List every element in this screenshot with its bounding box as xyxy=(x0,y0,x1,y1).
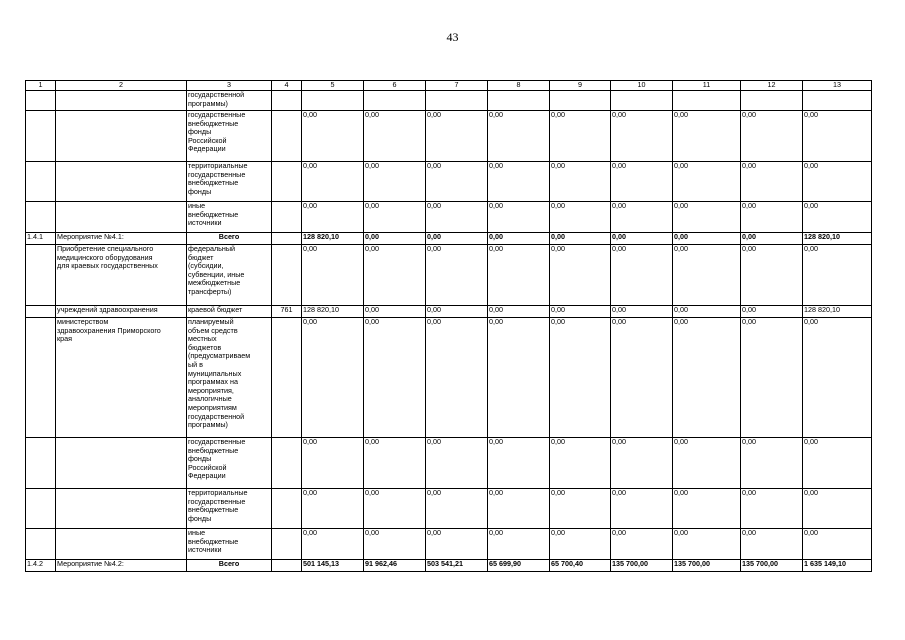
table-row xyxy=(26,318,872,438)
table-header-row xyxy=(26,81,872,91)
cell-text-line: (субсидии, xyxy=(188,261,224,271)
amount-cell: 0,00 xyxy=(488,438,550,489)
row-number-cell: 1.4.2 xyxy=(26,560,56,572)
funding-source-cell xyxy=(187,111,272,162)
measure-name-cell xyxy=(56,111,187,162)
measure-name-cell xyxy=(56,162,187,202)
amount-cell: 0,00 xyxy=(803,245,872,306)
amount-cell: 0,00 xyxy=(426,306,488,318)
amount-cell: 0,00 xyxy=(673,162,741,202)
budget-code-cell xyxy=(272,91,302,111)
cell-text-line: для краевых государственных xyxy=(57,261,158,271)
column-header-4: 4 xyxy=(272,81,302,91)
amount-cell: 0,00 xyxy=(550,233,611,245)
cell-text-line: внебюджетные xyxy=(188,445,239,455)
amount-cell xyxy=(426,91,488,111)
amount-cell: 0,00 xyxy=(611,111,673,162)
cell-text-line: Федерации xyxy=(188,144,226,154)
amount-cell: 0,00 xyxy=(364,438,426,489)
cell-text-line: Федерации xyxy=(188,471,226,481)
amount-cell xyxy=(488,91,550,111)
amount-cell: 0,00 xyxy=(488,245,550,306)
cell-text-line: Российской xyxy=(188,135,227,145)
budget-code-cell xyxy=(272,233,302,245)
cell-text-line: бюджетов xyxy=(188,342,222,352)
row-number-cell xyxy=(26,202,56,233)
cell-text-line: государственные xyxy=(188,110,246,119)
amount-cell: 0,00 xyxy=(550,162,611,202)
budget-code-cell xyxy=(272,560,302,572)
amount-cell xyxy=(364,91,426,111)
amount-cell: 0,00 xyxy=(302,529,364,560)
amount-cell: 0,00 xyxy=(426,489,488,529)
funding-source-cell xyxy=(187,560,272,572)
cell-text-line: местных xyxy=(188,334,217,344)
amount-cell: 0,00 xyxy=(550,489,611,529)
amount-cell: 0,00 xyxy=(426,162,488,202)
amount-cell: 0,00 xyxy=(364,162,426,202)
amount-cell: 0,00 xyxy=(550,438,611,489)
amount-cell: 91 962,46 xyxy=(364,560,426,572)
cell-text-line: объем средств xyxy=(188,325,238,335)
amount-cell: 0,00 xyxy=(673,111,741,162)
cell-text-line: Мероприятие №4.2: xyxy=(57,559,124,568)
amount-cell xyxy=(550,91,611,111)
cell-text-line: межбюджетные xyxy=(188,278,241,288)
amount-cell xyxy=(803,91,872,111)
amount-cell: 0,00 xyxy=(364,202,426,233)
budget-code-cell xyxy=(272,162,302,202)
measure-name-cell xyxy=(56,318,187,438)
amount-cell: 0,00 xyxy=(550,111,611,162)
amount-cell: 0,00 xyxy=(364,233,426,245)
cell-text-line: Мероприятие №4.1: xyxy=(57,232,124,241)
row-number-cell xyxy=(26,489,56,529)
cell-text-line: источники xyxy=(188,545,222,555)
amount-cell: 0,00 xyxy=(611,529,673,560)
funding-source-cell xyxy=(187,162,272,202)
amount-cell xyxy=(302,91,364,111)
table-row xyxy=(26,245,872,306)
amount-cell: 0,00 xyxy=(803,162,872,202)
amount-cell: 0,00 xyxy=(673,489,741,529)
amount-cell: 0,00 xyxy=(488,111,550,162)
amount-cell: 0,00 xyxy=(364,245,426,306)
amount-cell: 0,00 xyxy=(426,438,488,489)
amount-cell: 0,00 xyxy=(611,489,673,529)
budget-code-cell xyxy=(272,318,302,438)
amount-cell: 0,00 xyxy=(611,162,673,202)
amount-cell: 135 700,00 xyxy=(673,560,741,572)
cell-text-line: программах на xyxy=(188,377,238,387)
measure-name-cell xyxy=(56,306,187,318)
amount-cell: 0,00 xyxy=(673,202,741,233)
cell-text-line: внебюджетные xyxy=(188,505,239,515)
column-header-10: 10 xyxy=(611,81,673,91)
amount-cell: 0,00 xyxy=(364,318,426,438)
column-header-7: 7 xyxy=(426,81,488,91)
measure-name-cell xyxy=(56,245,187,306)
row-number-cell xyxy=(26,318,56,438)
amount-cell: 0,00 xyxy=(302,111,364,162)
cell-text-line: здравоохранения Приморского xyxy=(57,325,161,335)
amount-cell: 0,00 xyxy=(550,202,611,233)
cell-text-line: мероприятия, xyxy=(188,385,234,395)
amount-cell: 0,00 xyxy=(611,245,673,306)
funding-source-cell xyxy=(187,91,272,111)
cell-text-line: планируемый xyxy=(188,317,234,326)
cell-text-line: фонды xyxy=(188,513,212,523)
amount-cell: 0,00 xyxy=(611,233,673,245)
amount-cell: 0,00 xyxy=(364,529,426,560)
amount-cell: 0,00 xyxy=(803,202,872,233)
cell-text-line: внебюджетные xyxy=(188,536,239,546)
cell-text-line: медицинского оборудования xyxy=(57,252,153,262)
amount-cell: 128 820,10 xyxy=(302,233,364,245)
cell-text-line: внебюджетные xyxy=(188,178,239,188)
measure-name-cell xyxy=(56,489,187,529)
amount-cell: 0,00 xyxy=(741,202,803,233)
amount-cell: 0,00 xyxy=(488,306,550,318)
column-header-9: 9 xyxy=(550,81,611,91)
amount-cell: 0,00 xyxy=(426,245,488,306)
amount-cell: 0,00 xyxy=(364,111,426,162)
amount-cell xyxy=(673,91,741,111)
amount-cell: 0,00 xyxy=(550,245,611,306)
table-body xyxy=(26,81,872,572)
amount-cell: 503 541,21 xyxy=(426,560,488,572)
table-row xyxy=(26,233,872,245)
cell-text-line: фонды xyxy=(188,454,212,464)
cell-text-line: программы) xyxy=(188,98,228,108)
amount-cell: 0,00 xyxy=(673,245,741,306)
table-row xyxy=(26,489,872,529)
measure-name-cell xyxy=(56,233,187,245)
amount-cell: 0,00 xyxy=(673,529,741,560)
cell-text-line: государственной xyxy=(188,90,245,99)
budget-code-cell xyxy=(272,529,302,560)
row-number-cell xyxy=(26,306,56,318)
cell-text-line: аналогичные xyxy=(188,394,232,404)
table-row xyxy=(26,202,872,233)
row-number-cell xyxy=(26,438,56,489)
amount-cell: 0,00 xyxy=(741,438,803,489)
funding-source-cell xyxy=(187,245,272,306)
amount-cell: 0,00 xyxy=(302,438,364,489)
amount-cell: 0,00 xyxy=(741,489,803,529)
amount-cell: 0,00 xyxy=(673,438,741,489)
cell-text-line: внебюджетные xyxy=(188,118,239,128)
cell-text-line: учреждений здравоохранения xyxy=(57,305,158,314)
cell-text-line: субвенции, иные xyxy=(188,269,245,279)
amount-cell: 0,00 xyxy=(741,318,803,438)
cell-text-line: государственные xyxy=(188,496,246,506)
amount-cell: 0,00 xyxy=(611,306,673,318)
amount-cell: 0,00 xyxy=(302,245,364,306)
amount-cell: 0,00 xyxy=(302,162,364,202)
amount-cell: 0,00 xyxy=(741,306,803,318)
column-header-6: 6 xyxy=(364,81,426,91)
row-number-cell xyxy=(26,245,56,306)
cell-text-line: (предусматриваем xyxy=(188,351,251,361)
budget-code-cell: 761 xyxy=(272,306,302,318)
amount-cell: 0,00 xyxy=(302,202,364,233)
amount-cell: 0,00 xyxy=(488,233,550,245)
funding-source-cell xyxy=(187,202,272,233)
amount-cell: 135 700,00 xyxy=(741,560,803,572)
amount-cell xyxy=(611,91,673,111)
budget-code-cell xyxy=(272,111,302,162)
amount-cell: 0,00 xyxy=(803,489,872,529)
cell-text-line: краевой бюджет xyxy=(188,305,243,314)
cell-text-line: ый в xyxy=(188,359,203,369)
budget-code-cell xyxy=(272,245,302,306)
measure-name-cell xyxy=(56,529,187,560)
amount-cell: 65 700,40 xyxy=(550,560,611,572)
amount-cell: 0,00 xyxy=(673,306,741,318)
table-row xyxy=(26,91,872,111)
amount-cell: 0,00 xyxy=(611,438,673,489)
amount-cell: 0,00 xyxy=(426,202,488,233)
cell-text-line: программы) xyxy=(188,420,228,430)
amount-cell: 0,00 xyxy=(803,438,872,489)
amount-cell: 128 820,10 xyxy=(803,306,872,318)
amount-cell: 0,00 xyxy=(302,489,364,529)
cell-text-line: мероприятиям xyxy=(188,402,237,412)
row-number-cell xyxy=(26,111,56,162)
amount-cell: 0,00 xyxy=(364,306,426,318)
amount-cell: 0,00 xyxy=(488,202,550,233)
row-number-cell: 1.4.1 xyxy=(26,233,56,245)
amount-cell: 501 145,13 xyxy=(302,560,364,572)
funding-source-cell xyxy=(187,318,272,438)
cell-text-line: государственные xyxy=(188,169,246,179)
amount-cell: 128 820,10 xyxy=(302,306,364,318)
amount-cell: 0,00 xyxy=(741,529,803,560)
amount-cell: 0,00 xyxy=(488,318,550,438)
table-row xyxy=(26,438,872,489)
row-number-cell xyxy=(26,162,56,202)
row-number-cell xyxy=(26,529,56,560)
funding-source-cell xyxy=(187,489,272,529)
table-row xyxy=(26,560,872,572)
cell-text-line: государственные xyxy=(188,437,246,446)
table-row xyxy=(26,529,872,560)
cell-text-line: иные xyxy=(188,201,206,210)
amount-cell: 0,00 xyxy=(488,529,550,560)
cell-text-line: государственной xyxy=(188,411,245,421)
amount-cell: 0,00 xyxy=(611,318,673,438)
measure-name-cell xyxy=(56,560,187,572)
cell-text-line: муниципальных xyxy=(188,368,242,378)
column-header-5: 5 xyxy=(302,81,364,91)
cell-text-line: Всего xyxy=(218,232,240,241)
table-row xyxy=(26,306,872,318)
amount-cell: 0,00 xyxy=(550,318,611,438)
table-row xyxy=(26,111,872,162)
amount-cell: 0,00 xyxy=(550,306,611,318)
amount-cell: 0,00 xyxy=(673,233,741,245)
column-header-11: 11 xyxy=(673,81,741,91)
amount-cell: 65 699,90 xyxy=(488,560,550,572)
amount-cell: 0,00 xyxy=(550,529,611,560)
funding-source-cell xyxy=(187,438,272,489)
amount-cell: 0,00 xyxy=(426,529,488,560)
cell-text-line: Всего xyxy=(218,559,240,568)
budget-table xyxy=(25,80,872,572)
cell-text-line: источники xyxy=(188,218,222,228)
table-row xyxy=(26,162,872,202)
amount-cell: 0,00 xyxy=(426,233,488,245)
funding-source-cell xyxy=(187,233,272,245)
amount-cell: 0,00 xyxy=(803,111,872,162)
amount-cell: 0,00 xyxy=(803,318,872,438)
budget-code-cell xyxy=(272,438,302,489)
amount-cell: 0,00 xyxy=(302,318,364,438)
amount-cell: 0,00 xyxy=(741,233,803,245)
measure-name-cell xyxy=(56,91,187,111)
funding-source-cell xyxy=(187,529,272,560)
amount-cell: 0,00 xyxy=(488,489,550,529)
column-header-1: 1 xyxy=(26,81,56,91)
amount-cell: 0,00 xyxy=(741,245,803,306)
amount-cell: 0,00 xyxy=(488,162,550,202)
column-header-8: 8 xyxy=(488,81,550,91)
amount-cell: 0,00 xyxy=(673,318,741,438)
funding-source-cell xyxy=(187,306,272,318)
cell-text-line: министерством xyxy=(57,317,109,326)
cell-text-line: бюджет xyxy=(188,252,214,262)
column-header-12: 12 xyxy=(741,81,803,91)
cell-text-line: Российской xyxy=(188,462,227,472)
cell-text-line: фонды xyxy=(188,186,212,196)
amount-cell: 0,00 xyxy=(611,202,673,233)
cell-text-line: иные xyxy=(188,528,206,537)
cell-text-line: Приобретение специального xyxy=(57,244,154,253)
amount-cell: 1 635 149,10 xyxy=(803,560,872,572)
budget-code-cell xyxy=(272,489,302,529)
amount-cell: 128 820,10 xyxy=(803,233,872,245)
cell-text-line: территориальные xyxy=(188,488,248,497)
cell-text-line: трансферты) xyxy=(188,286,232,296)
column-header-3: 3 xyxy=(187,81,272,91)
amount-cell xyxy=(741,91,803,111)
measure-name-cell xyxy=(56,202,187,233)
column-header-2: 2 xyxy=(56,81,187,91)
amount-cell: 0,00 xyxy=(426,318,488,438)
budget-code-cell xyxy=(272,202,302,233)
cell-text-line: федеральный xyxy=(188,244,236,253)
amount-cell: 135 700,00 xyxy=(611,560,673,572)
amount-cell: 0,00 xyxy=(741,162,803,202)
row-number-cell xyxy=(26,91,56,111)
amount-cell: 0,00 xyxy=(803,529,872,560)
amount-cell: 0,00 xyxy=(741,111,803,162)
page-number: 43 xyxy=(446,30,459,44)
cell-text-line: внебюджетные xyxy=(188,209,239,219)
cell-text-line: края xyxy=(57,334,73,344)
cell-text-line: территориальные xyxy=(188,161,248,170)
cell-text-line: фонды xyxy=(188,127,212,137)
measure-name-cell xyxy=(56,438,187,489)
column-header-13: 13 xyxy=(803,81,872,91)
amount-cell: 0,00 xyxy=(426,111,488,162)
amount-cell: 0,00 xyxy=(364,489,426,529)
